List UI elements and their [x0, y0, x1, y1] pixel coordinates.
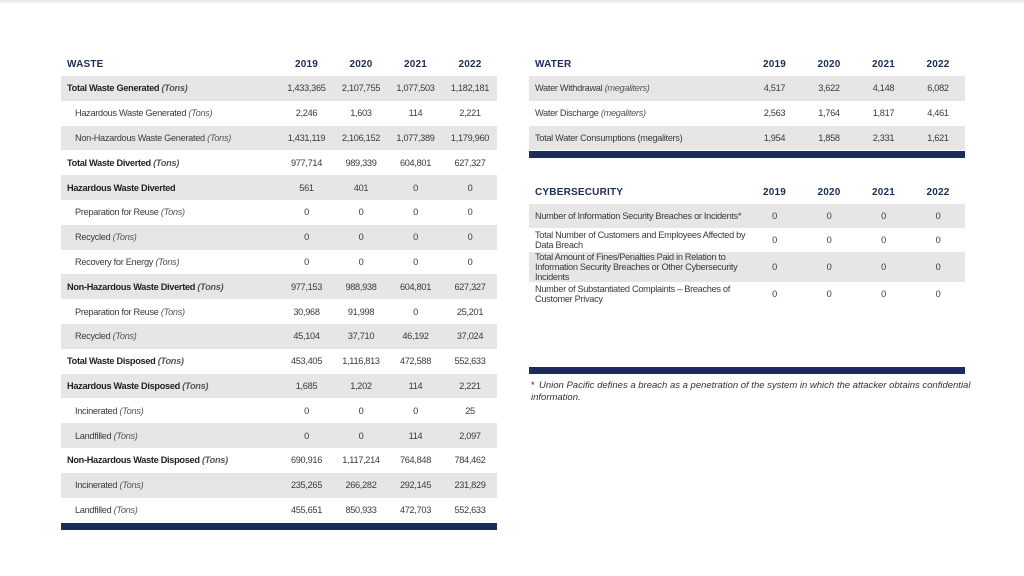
- water-value-2020: 1,858: [802, 126, 856, 151]
- waste-value-2021: 0: [388, 299, 443, 324]
- water-header-row: [529, 52, 965, 76]
- waste-row-label: Non-Hazardous Waste Disposed: [67, 455, 200, 466]
- waste-row-label: Incinerated: [75, 480, 118, 491]
- waste-value-2019: 45,104: [279, 324, 334, 349]
- waste-row-unit: (Tons): [207, 132, 232, 143]
- waste-row-label-cell: [61, 498, 279, 523]
- waste-row-label-cell: [61, 349, 279, 374]
- waste-row-label: Hazardous Waste Diverted: [67, 182, 176, 193]
- cyber-value-2022: 0: [911, 252, 965, 282]
- waste-value-2021: 0: [388, 225, 443, 250]
- waste-row-unit: (Tons): [160, 306, 185, 317]
- year-header: 2022: [911, 52, 965, 76]
- waste-row-unit: (Tons): [182, 380, 209, 391]
- cyber-row-label: Total Amount of Fines/Penalties Paid in Relation to Information Security Breaches or Other Cybersecurity Incidents: [535, 252, 738, 282]
- waste-value-2021: 114: [388, 374, 443, 399]
- waste-value-2020: 2,107,755: [334, 76, 388, 101]
- water-table-body: [529, 76, 965, 150]
- cyber-value-2019: 0: [747, 204, 802, 228]
- water-value-2021: 4,148: [856, 76, 911, 101]
- cyber-value-2022: 0: [911, 282, 965, 306]
- footnote-marker: *: [531, 380, 535, 391]
- cyber-value-2020: 0: [802, 228, 856, 252]
- waste-row-unit: (Tons): [153, 157, 180, 168]
- waste-value-2022: 784,462: [443, 448, 497, 473]
- waste-value-2020: 266,282: [334, 473, 388, 498]
- year-header: 2022: [443, 52, 497, 76]
- waste-row-label: Total Waste Disposed: [67, 356, 156, 367]
- cybersecurity-table: [529, 180, 965, 306]
- waste-row-label: Hazardous Waste Generated: [75, 108, 187, 119]
- water-row-label: Water Discharge: [535, 108, 599, 119]
- waste-value-2021: 114: [388, 423, 443, 448]
- waste-row-label-cell: [61, 274, 279, 299]
- waste-row-unit: (Tons): [113, 504, 138, 515]
- water-value-2021: 1,817: [856, 101, 911, 126]
- water-value-2022: 6,082: [911, 76, 965, 101]
- waste-row-label-cell: [61, 398, 279, 423]
- waste-value-2020: 0: [334, 200, 388, 225]
- waste-value-2021: 0: [388, 250, 443, 275]
- waste-value-2022: 627,327: [443, 150, 497, 175]
- waste-row-label: Recycled: [75, 232, 111, 243]
- waste-row: [61, 448, 497, 473]
- water-value-2019: 2,563: [747, 101, 802, 126]
- cyber-row-label: Total Number of Customers and Employees Affected by Data Breach: [535, 230, 746, 250]
- waste-value-2019: 0: [279, 250, 334, 275]
- water-row: [529, 101, 965, 126]
- cyber-row: [529, 252, 965, 282]
- water-value-2021: 2,331: [856, 126, 911, 151]
- waste-value-2019: 977,153: [279, 274, 334, 299]
- water-table: [529, 52, 965, 150]
- waste-value-2022: 0: [443, 225, 497, 250]
- waste-table-body: [61, 76, 497, 522]
- waste-row-label: Landfilled: [75, 430, 112, 441]
- waste-value-2020: 989,339: [334, 150, 388, 175]
- waste-value-2019: 0: [279, 423, 334, 448]
- waste-value-2020: 91,998: [334, 299, 388, 324]
- waste-row: [61, 349, 497, 374]
- cyber-value-2020: 0: [802, 252, 856, 282]
- footnote: [531, 380, 971, 404]
- waste-row-label: Incinerated: [75, 405, 118, 416]
- waste-value-2019: 0: [279, 398, 334, 423]
- waste-value-2021: 764,848: [388, 448, 443, 473]
- waste-row-label: Non-Hazardous Waste Diverted: [67, 281, 196, 292]
- waste-row: [61, 398, 497, 423]
- waste-value-2020: 1,117,214: [334, 448, 388, 473]
- waste-row: [61, 324, 497, 349]
- cyber-value-2020: 0: [802, 282, 856, 306]
- waste-row: [61, 299, 497, 324]
- waste-value-2022: 2,097: [443, 423, 497, 448]
- waste-row-unit: (Tons): [119, 480, 144, 491]
- waste-table-bottom-bar: [61, 523, 497, 530]
- cybersecurity-title: CYBERSECURITY: [529, 180, 747, 204]
- water-title: WATER: [529, 52, 747, 76]
- water-row-label-cell: [529, 101, 747, 126]
- waste-value-2021: 0: [388, 175, 443, 200]
- waste-row-label: Total Waste Generated: [67, 83, 160, 94]
- waste-row: [61, 374, 497, 399]
- year-header: 2021: [388, 52, 443, 76]
- water-row-unit: (megaliters): [604, 83, 650, 94]
- waste-row-label: Preparation for Reuse: [75, 207, 159, 218]
- waste-row-label: Total Waste Diverted: [67, 157, 151, 168]
- waste-value-2021: 114: [388, 101, 443, 126]
- waste-value-2021: 0: [388, 398, 443, 423]
- year-header: 2020: [334, 52, 388, 76]
- waste-row-label-cell: [61, 374, 279, 399]
- waste-value-2020: 1,202: [334, 374, 388, 399]
- waste-row-label-cell: [61, 423, 279, 448]
- cyber-value-2022: 0: [911, 228, 965, 252]
- waste-row-unit: (Tons): [161, 83, 188, 94]
- waste-value-2019: 453,405: [279, 349, 334, 374]
- waste-value-2022: 1,179,960: [443, 126, 497, 151]
- waste-value-2022: 231,829: [443, 473, 497, 498]
- cyber-row-label: Number of Substantiated Complaints – Breaches of Customer Privacy: [535, 284, 730, 304]
- waste-row: [61, 225, 497, 250]
- waste-value-2019: 977,714: [279, 150, 334, 175]
- year-header: 2019: [747, 52, 802, 76]
- waste-row-label-cell: [61, 448, 279, 473]
- cyber-row: [529, 204, 965, 228]
- waste-value-2019: 0: [279, 200, 334, 225]
- waste-row-label: Recycled: [75, 331, 111, 342]
- waste-row-label-cell: [61, 150, 279, 175]
- waste-value-2020: 0: [334, 250, 388, 275]
- cyber-value-2021: 0: [856, 228, 911, 252]
- cyber-value-2022: 0: [911, 204, 965, 228]
- waste-value-2019: 0: [279, 225, 334, 250]
- waste-value-2021: 1,077,503: [388, 76, 443, 101]
- waste-row-label-cell: [61, 324, 279, 349]
- cyber-row-label-cell: [529, 252, 747, 282]
- waste-value-2020: 0: [334, 225, 388, 250]
- year-header: 2020: [802, 180, 856, 204]
- cyber-value-2019: 0: [747, 282, 802, 306]
- waste-value-2022: 2,221: [443, 101, 497, 126]
- waste-row-unit: (Tons): [160, 207, 185, 218]
- cyber-row: [529, 282, 965, 306]
- waste-row-unit: (Tons): [157, 356, 184, 367]
- waste-value-2019: 30,968: [279, 299, 334, 324]
- cyber-row-label-cell: [529, 228, 747, 252]
- year-header: 2021: [856, 180, 911, 204]
- cyber-value-2020: 0: [802, 204, 856, 228]
- waste-row-unit: (Tons): [188, 108, 213, 119]
- waste-value-2022: 1,182,181: [443, 76, 497, 101]
- water-value-2019: 4,517: [747, 76, 802, 101]
- waste-value-2021: 0: [388, 200, 443, 225]
- waste-row: [61, 200, 497, 225]
- waste-row: [61, 126, 497, 151]
- waste-value-2021: 604,801: [388, 274, 443, 299]
- year-header: 2020: [802, 52, 856, 76]
- waste-row-unit: (Tons): [113, 430, 138, 441]
- cyber-header-row: [529, 180, 965, 204]
- water-value-2022: 1,621: [911, 126, 965, 151]
- cyber-value-2019: 0: [747, 252, 802, 282]
- waste-row-unit: (Tons): [119, 405, 144, 416]
- waste-row-label-cell: [61, 126, 279, 151]
- water-row: [529, 76, 965, 101]
- waste-row-unit: (Tons): [112, 232, 137, 243]
- waste-value-2022: 25,201: [443, 299, 497, 324]
- water-value-2019: 1,954: [747, 126, 802, 151]
- waste-header-row: [61, 52, 497, 76]
- waste-value-2022: 552,633: [443, 498, 497, 523]
- waste-value-2022: 25: [443, 398, 497, 423]
- waste-value-2019: 1,685: [279, 374, 334, 399]
- waste-row: [61, 250, 497, 275]
- water-row-label-cell: [529, 76, 747, 101]
- waste-row: [61, 498, 497, 523]
- cyber-value-2021: 0: [856, 282, 911, 306]
- waste-title: WASTE: [61, 52, 279, 76]
- waste-row: [61, 76, 497, 101]
- waste-row: [61, 101, 497, 126]
- waste-row: [61, 175, 497, 200]
- waste-row-label-cell: [61, 225, 279, 250]
- waste-row-label: Preparation for Reuse: [75, 306, 159, 317]
- water-value-2020: 3,622: [802, 76, 856, 101]
- year-header: 2019: [747, 180, 802, 204]
- water-row-label-cell: [529, 126, 747, 151]
- waste-value-2019: 235,265: [279, 473, 334, 498]
- cyber-value-2019: 0: [747, 228, 802, 252]
- waste-value-2022: 552,633: [443, 349, 497, 374]
- waste-value-2022: 2,221: [443, 374, 497, 399]
- waste-table: [61, 52, 497, 522]
- water-row-label: Water Withdrawal: [535, 83, 603, 94]
- waste-value-2019: 455,651: [279, 498, 334, 523]
- waste-value-2021: 472,588: [388, 349, 443, 374]
- water-row-unit: (megaliters): [600, 108, 646, 119]
- waste-value-2019: 2,246: [279, 101, 334, 126]
- waste-row: [61, 150, 497, 175]
- waste-value-2019: 1,433,365: [279, 76, 334, 101]
- waste-value-2022: 0: [443, 250, 497, 275]
- water-row: [529, 126, 965, 151]
- water-value-2022: 4,461: [911, 101, 965, 126]
- waste-row-label-cell: [61, 250, 279, 275]
- waste-row-label-cell: [61, 101, 279, 126]
- top-shadow-line: [0, 0, 1024, 4]
- waste-value-2022: 627,327: [443, 274, 497, 299]
- waste-row-unit: (Tons): [197, 281, 224, 292]
- waste-value-2022: 0: [443, 175, 497, 200]
- waste-row: [61, 274, 497, 299]
- waste-value-2019: 690,916: [279, 448, 334, 473]
- waste-value-2019: 1,431,119: [279, 126, 334, 151]
- waste-row-label-cell: [61, 299, 279, 324]
- waste-value-2020: 988,938: [334, 274, 388, 299]
- waste-row-unit: (Tons): [201, 455, 228, 466]
- year-header: 2019: [279, 52, 334, 76]
- waste-value-2021: 292,145: [388, 473, 443, 498]
- waste-value-2019: 561: [279, 175, 334, 200]
- waste-row-label: Recovery for Energy: [75, 256, 154, 267]
- waste-value-2020: 850,933: [334, 498, 388, 523]
- waste-value-2020: 2,106,152: [334, 126, 388, 151]
- waste-row-label-cell: [61, 200, 279, 225]
- cyber-value-2021: 0: [856, 204, 911, 228]
- water-row-label: Total Water Consumptions (megaliters): [535, 132, 683, 143]
- waste-row-label-cell: [61, 175, 279, 200]
- cyber-row-label-cell: [529, 282, 747, 306]
- waste-row-unit: (Tons): [155, 256, 180, 267]
- cyber-value-2021: 0: [856, 252, 911, 282]
- water-value-2020: 1,764: [802, 101, 856, 126]
- waste-value-2022: 37,024: [443, 324, 497, 349]
- waste-value-2021: 46,192: [388, 324, 443, 349]
- waste-row-label: Hazardous Waste Disposed: [67, 380, 180, 391]
- footnote-text: Union Pacific defines a breach as a penetration of the system in which the attacker obtains confidential information.: [531, 380, 971, 403]
- waste-row-label: Landfilled: [75, 504, 112, 515]
- waste-value-2020: 37,710: [334, 324, 388, 349]
- year-header: 2022: [911, 180, 965, 204]
- waste-value-2020: 0: [334, 398, 388, 423]
- cybersecurity-table-body: [529, 204, 965, 306]
- waste-row-label: Non-Hazardous Waste Generated: [75, 132, 205, 143]
- waste-row-unit: (Tons): [112, 331, 137, 342]
- waste-value-2021: 472,703: [388, 498, 443, 523]
- waste-value-2020: 1,603: [334, 101, 388, 126]
- cyber-row: [529, 228, 965, 252]
- water-table-bottom-bar: [529, 151, 965, 158]
- waste-value-2020: 0: [334, 423, 388, 448]
- waste-value-2022: 0: [443, 200, 497, 225]
- waste-value-2020: 1,116,813: [334, 349, 388, 374]
- waste-value-2020: 401: [334, 175, 388, 200]
- year-header: 2021: [856, 52, 911, 76]
- waste-row-label-cell: [61, 473, 279, 498]
- cyber-row-label: Number of Information Security Breaches or Incidents*: [535, 211, 742, 221]
- waste-value-2021: 1,077,389: [388, 126, 443, 151]
- cybersecurity-table-bottom-bar: [529, 367, 965, 374]
- waste-value-2021: 604,801: [388, 150, 443, 175]
- cyber-row-label-cell: [529, 204, 747, 228]
- waste-row-label-cell: [61, 76, 279, 101]
- waste-row: [61, 423, 497, 448]
- waste-row: [61, 473, 497, 498]
